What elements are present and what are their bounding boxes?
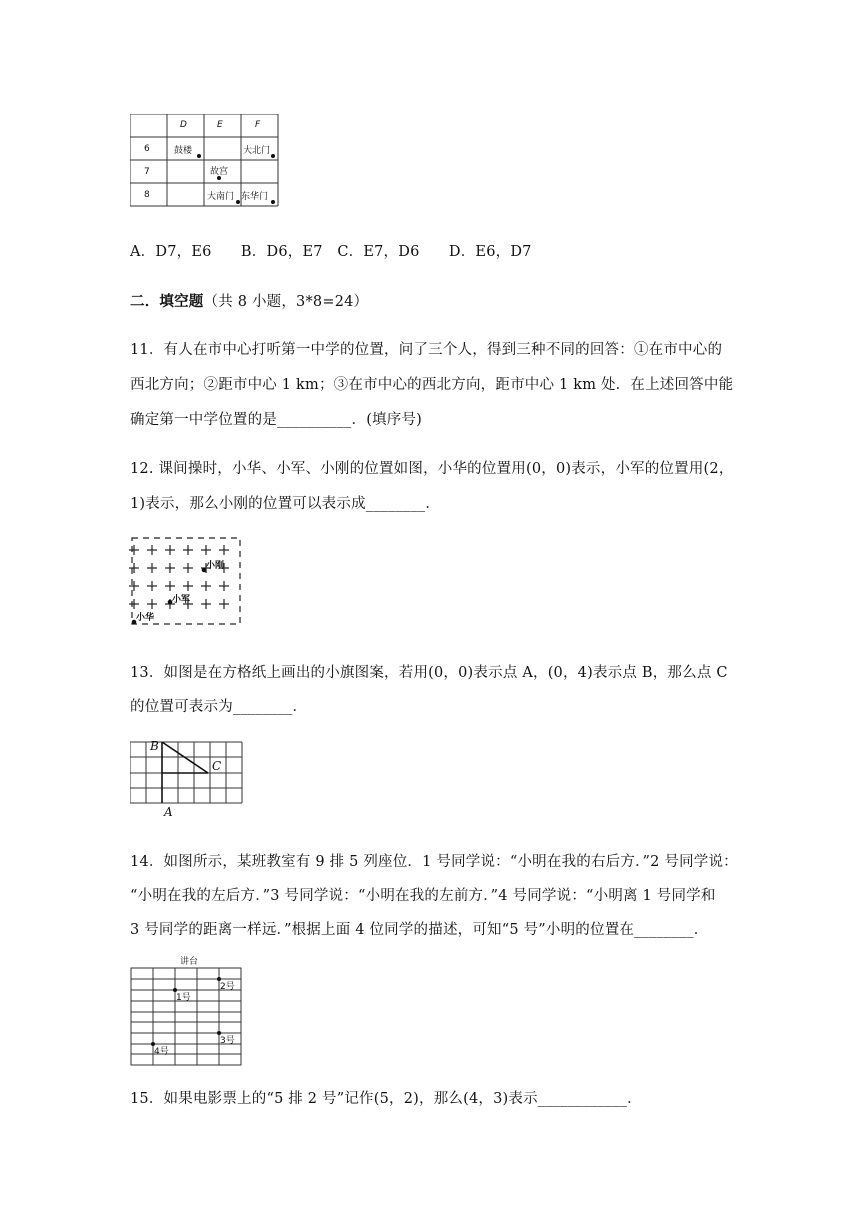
section-title: 二．填空题 <box>130 294 204 310</box>
label-point-b: B <box>150 739 159 753</box>
label-gugong: 故宫 <box>210 167 229 177</box>
label-xiaojun: 小军 <box>172 595 191 605</box>
col-header-f: F <box>255 120 261 130</box>
label-student-4: 4号 <box>154 1047 169 1057</box>
q13-line1: 13．如图是在方格纸上画出的小旗图案，若用(0，0)表示点 A，(0，4)表示点 B，那么点 C <box>130 665 728 681</box>
q15-line1: 15．如果电影票上的“5 排 2 号”记作(5，2)，那么(4，3)表示____________． <box>130 1091 642 1107</box>
label-student-2: 2号 <box>220 982 235 992</box>
label-podium: 讲台 <box>180 957 199 967</box>
label-point-a: A <box>164 805 173 819</box>
q12-line2: 1)表示，那么小刚的位置可以表示成________． <box>130 496 441 512</box>
q11-line2: 西北方向；②距市中心 1 km；③在市中心的西北方向，距市中心 1 km 处．在上述回答中能 <box>130 377 734 393</box>
row-header-8: 8 <box>144 190 150 200</box>
q10-options: A．D7，E6 B．D6，E7 C．E7，D6 D．E6，D7 <box>130 244 532 260</box>
label-gulou: 鼓楼 <box>174 146 193 156</box>
col-header-e: E <box>217 120 223 130</box>
q13-line2: 的位置可表示为________． <box>130 699 308 715</box>
q14-classroom-figure <box>130 954 244 1068</box>
label-donghuamen: 东华门 <box>241 192 269 202</box>
col-header-d: D <box>180 120 187 130</box>
label-point-c: C <box>212 759 222 773</box>
q13-flag-figure <box>130 741 246 821</box>
section-heading <box>130 290 368 311</box>
label-xiaogang: 小刚 <box>206 561 225 571</box>
q14-line2: “小明在我的左后方．”3 号同学说：“小明在我的左前方．”4 号同学说：“小明离 1 号同学和 <box>130 888 716 904</box>
label-student-3: 3号 <box>220 1036 235 1046</box>
section-note: （共 8 小题，3*8=24） <box>203 294 369 310</box>
q11-line3: 确定第一中学位置的是__________．(填序号) <box>130 412 423 428</box>
q14-line1: 14．如图所示，某班教室有 9 排 5 列座位．1 号同学说：“小明在我的右后方．”2 号同学说： <box>130 854 738 870</box>
q11-line1: 11．有人在市中心打听第一中学的位置，问了三个人，得到三种不同的回答：①在市中心的 <box>130 342 723 358</box>
label-xiaohua: 小华 <box>136 613 155 623</box>
q14-line3: 3 号同学的距离一样远．”根据上面 4 位同学的描述，可知“5 号”小明的位置在________． <box>130 922 709 938</box>
label-student-1: 1号 <box>176 993 191 1003</box>
label-dabeimen: 大北门 <box>243 146 271 156</box>
row-header-7: 7 <box>144 167 150 177</box>
label-danan-men: 大南门 <box>207 192 235 202</box>
row-header-6: 6 <box>144 144 150 154</box>
q12-line1: 12. 课间操时，小华、小军、小刚的位置如图，小华的位置用(0，0)表示，小军的位置用(2， <box>130 461 734 477</box>
q12-grid-figure <box>128 534 244 628</box>
q10-grid-figure <box>130 114 280 208</box>
